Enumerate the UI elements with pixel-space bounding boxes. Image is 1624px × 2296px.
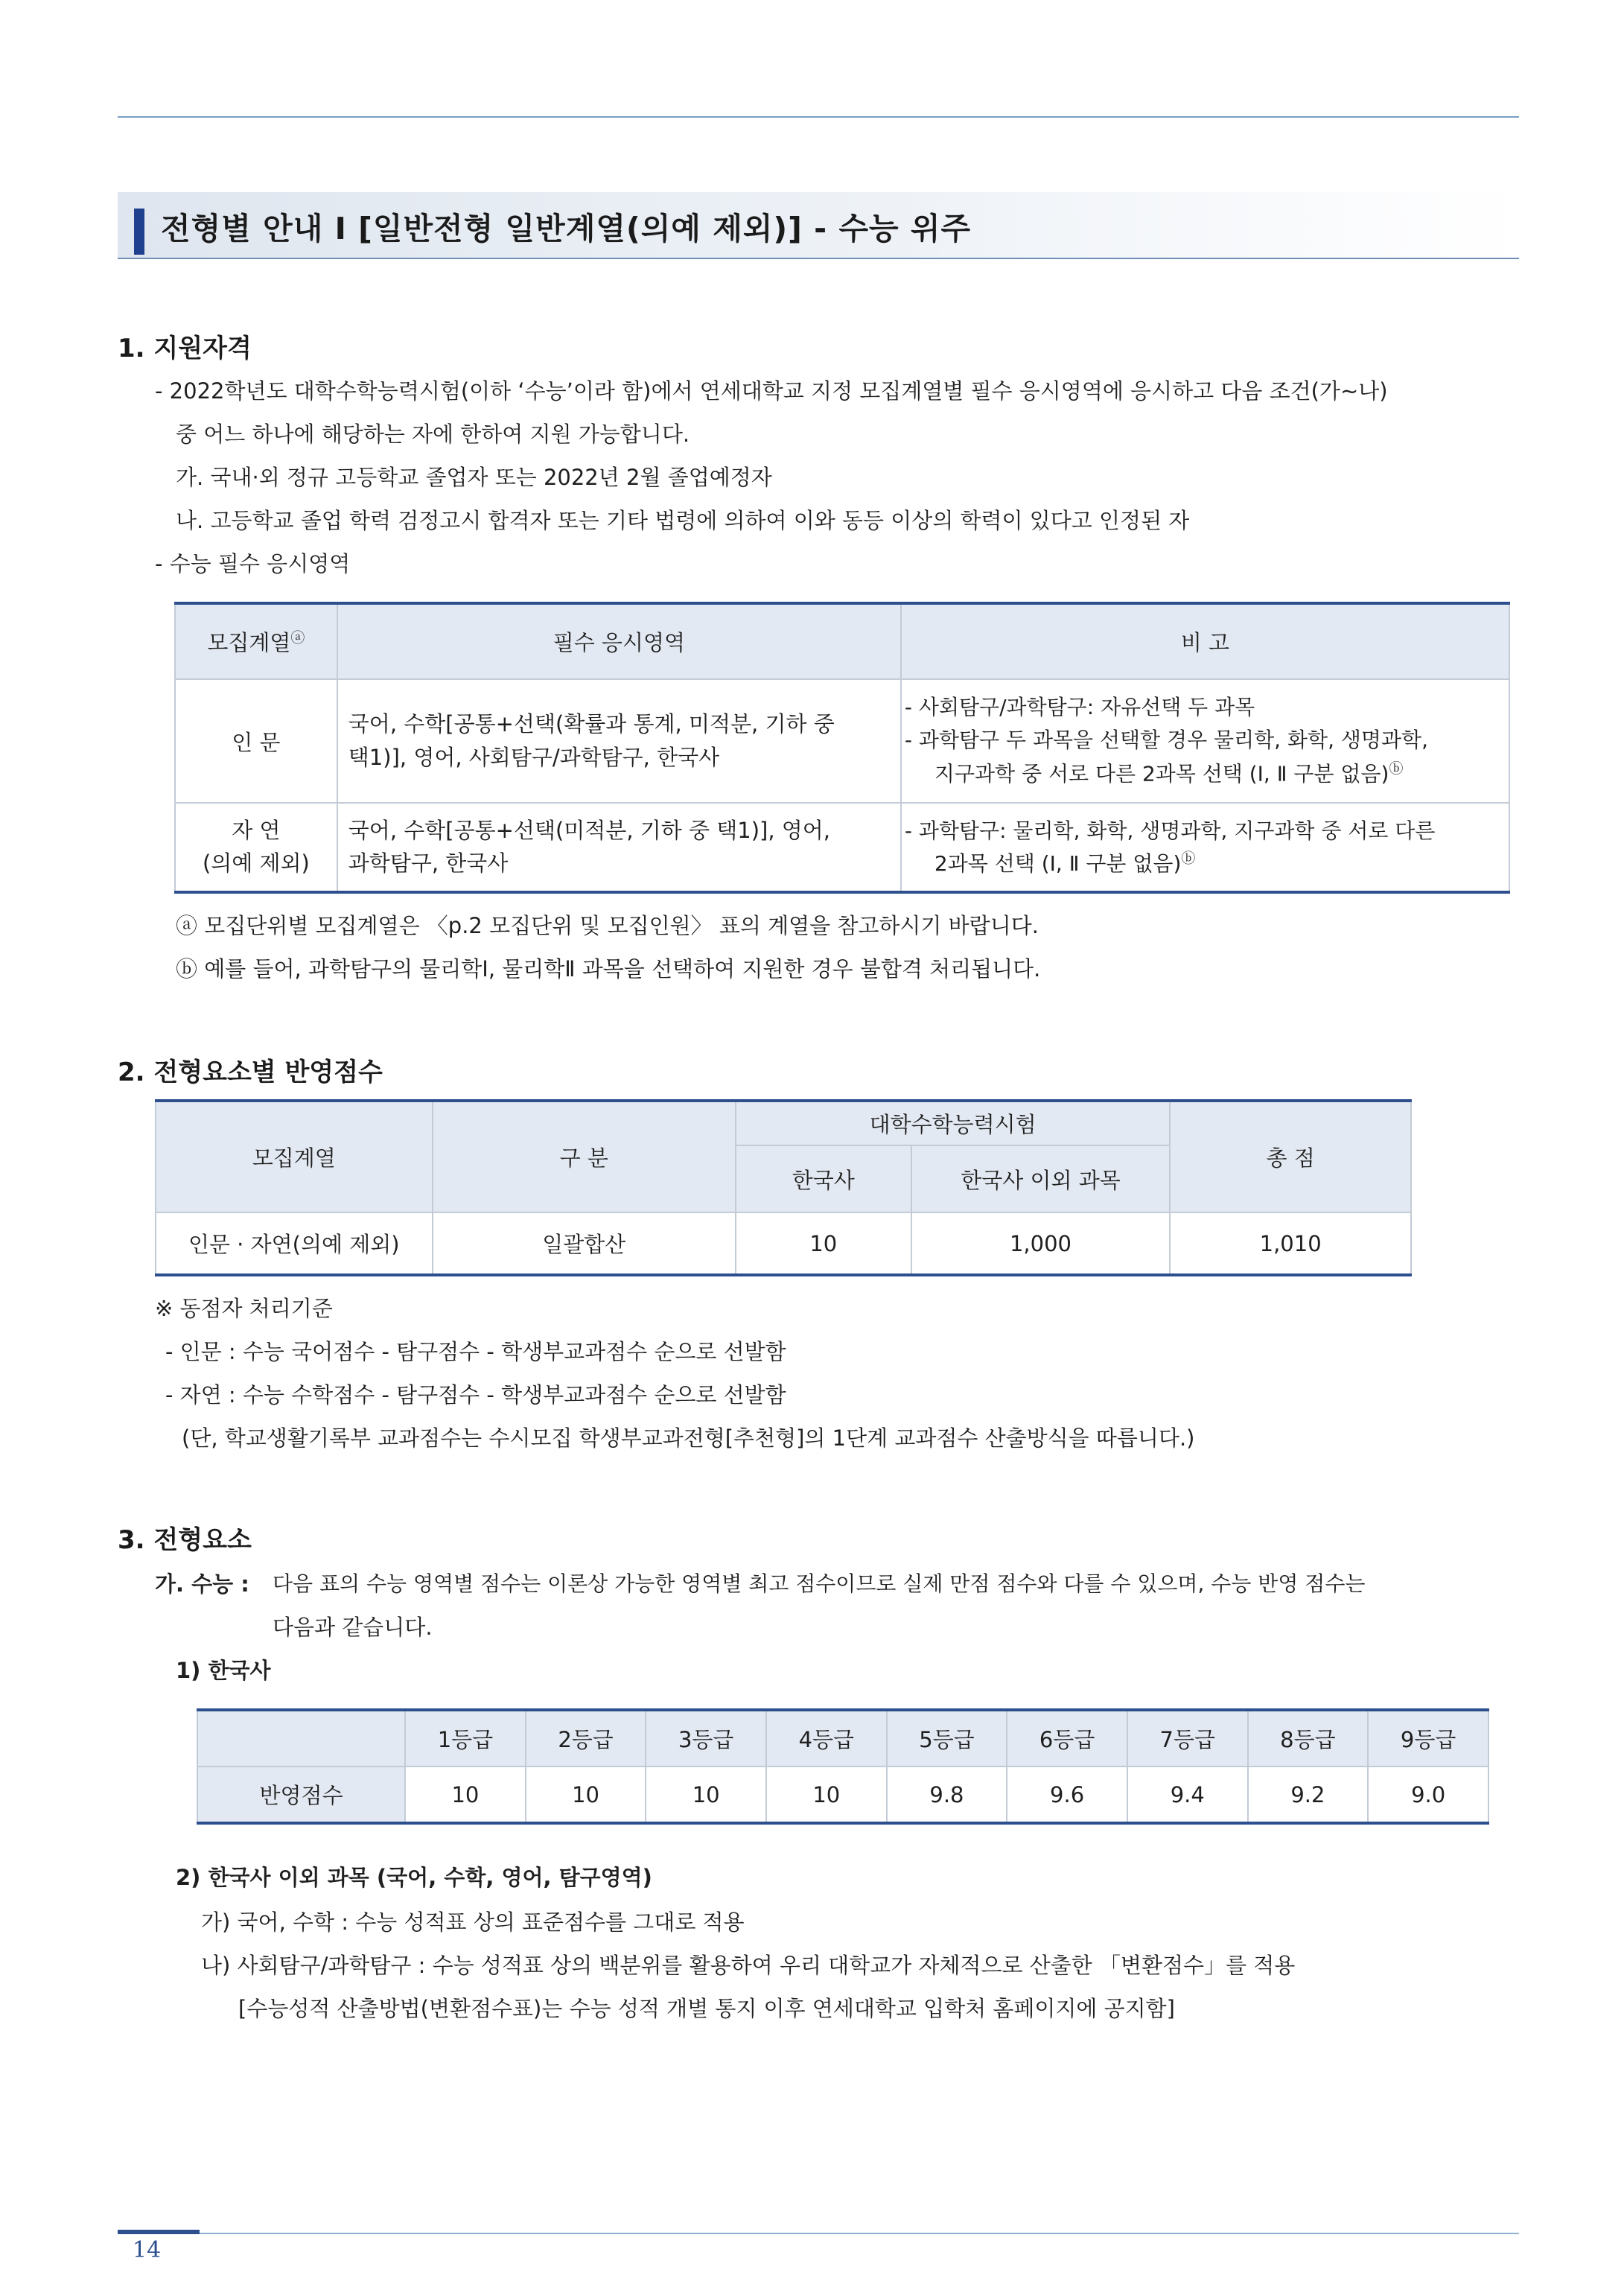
grade-head-blank xyxy=(197,1710,405,1766)
score-grade-2: 10 xyxy=(526,1766,646,1823)
required-subjects-table xyxy=(174,602,1510,894)
s3-item-na-note: [수능성적 산출방법(변환점수표)는 수능 성적 개별 통지 이후 연세대학교 입학처 홈페이지에 공지함] xyxy=(238,1996,1175,2021)
s3-ga-text1: 다음 표의 수능 영역별 점수는 이론상 가능한 영역별 최고 점수이므로 실제 만점 점수와 다를 수 있으며, 수능 반영 점수는 xyxy=(273,1571,1366,1596)
score-grade-7: 9.4 xyxy=(1127,1766,1248,1823)
s3-item-ga: 가) 국어, 수학 : 수능 성적표 상의 표준점수를 그대로 적용 xyxy=(201,1909,745,1935)
grade-head-2: 2등급 xyxy=(526,1710,646,1766)
tie-natural: - 자연 : 수능 수학점수 - 탐구점수 - 학생부교과점수 순으로 선발함 xyxy=(165,1382,786,1408)
table-row xyxy=(175,679,1509,803)
row-label-score: 반영점수 xyxy=(197,1766,405,1823)
col-head-korean-history: 한국사 xyxy=(736,1145,911,1212)
table-header-row xyxy=(175,603,1509,679)
grade-head-4: 4등급 xyxy=(766,1710,887,1766)
note-a-mark: ⓐ xyxy=(290,629,305,646)
cell-other-subjects: 1,000 xyxy=(911,1212,1171,1275)
page-number: 14 xyxy=(133,2237,162,2263)
score-grade-9: 9.0 xyxy=(1368,1766,1488,1823)
s1-item-na: 나. 고등학교 졸업 학력 검정고시 합격자 또는 기타 법령에 의하여 이와 동등 이상의 학력이 있다고 인정된 자 xyxy=(176,508,1190,533)
cell-line: 지구과학 중 서로 다른 2과목 선택 (Ⅰ, Ⅱ 구분 없음)ⓑ xyxy=(934,760,1404,786)
tie-note: (단, 학교생활기록부 교과점수는 수시모집 학생부교과전형[추천형]의 1단계 교과점수 산출방식을 따릅니다.) xyxy=(182,1425,1195,1451)
cell-line: 국어, 수학[공통+선택(미적분, 기하 중 택1)], 영어, xyxy=(348,818,831,843)
note-b-mark: ⓑ xyxy=(1389,760,1404,777)
row-humanities-subjects xyxy=(337,679,901,803)
score-grade-8: 9.2 xyxy=(1248,1766,1369,1823)
col-head-total: 총 점 xyxy=(1170,1101,1411,1212)
row-humanities-label: 인 문 xyxy=(175,679,337,803)
cell-type: 일괄합산 xyxy=(433,1212,736,1275)
cell-line: 자 연 xyxy=(232,818,281,843)
cell-korean-history: 10 xyxy=(736,1212,911,1275)
cell-total: 1,010 xyxy=(1170,1212,1411,1275)
col-head-required: 필수 응시영역 xyxy=(337,603,901,679)
col-head-remarks: 비 고 xyxy=(901,603,1509,679)
s3-ga-text2: 다음과 같습니다. xyxy=(273,1615,433,1640)
cell-line: - 사회탐구/과학탐구: 자유선택 두 과목 xyxy=(904,694,1255,719)
grade-head-9: 9등급 xyxy=(1368,1710,1488,1766)
col-head-type: 구 분 xyxy=(433,1101,736,1212)
cell-line: 과학탐구, 한국사 xyxy=(348,850,509,876)
cell-line: (의예 제외) xyxy=(202,850,310,876)
section-title: 전형별 안내 Ⅰ [일반전형 일반계열(의예 제외)] - 수능 위주 xyxy=(161,211,972,247)
grade-head-6: 6등급 xyxy=(1007,1710,1127,1766)
cell-line: - 과학탐구 두 과목을 선택할 경우 물리학, 화학, 생명과학, xyxy=(904,728,1428,753)
table-header-row xyxy=(156,1101,1411,1145)
score-table xyxy=(155,1099,1412,1276)
score-grade-4: 10 xyxy=(766,1766,887,1823)
s1-line2: 중 어느 하나에 해당하는 자에 한하여 지원 가능합니다. xyxy=(176,422,690,447)
table-row xyxy=(197,1766,1488,1823)
s1-item-ga: 가. 국내·외 정규 고등학교 졸업자 또는 2022년 2월 졸업예정자 xyxy=(176,465,772,490)
table-row xyxy=(156,1212,1411,1275)
grade-head-8: 8등급 xyxy=(1248,1710,1369,1766)
s1-heading: 1. 지원자격 xyxy=(118,334,252,363)
score-grade-6: 9.6 xyxy=(1007,1766,1127,1823)
s3-sub1: 1) 한국사 xyxy=(176,1658,271,1683)
footer-marker xyxy=(118,2230,200,2234)
col-head-track: 모집계열 xyxy=(156,1101,433,1212)
korean-history-grade-table xyxy=(197,1708,1489,1825)
s2-heading: 2. 전형요소별 반영점수 xyxy=(118,1058,383,1087)
cell-line: - 과학탐구: 물리학, 화학, 생명과학, 지구과학 중 서로 다른 xyxy=(904,818,1436,844)
footer-rule xyxy=(118,2233,1519,2234)
row-natural-remarks xyxy=(901,803,1509,892)
col-head-track: 모집계열ⓐ xyxy=(175,603,337,679)
top-rule xyxy=(118,116,1519,118)
tie-humanities: - 인문 : 수능 국어점수 - 탐구점수 - 학생부교과점수 순으로 선발함 xyxy=(165,1339,786,1364)
note-a: ⓐ 모집단위별 모집계열은 〈p.2 모집단위 및 모집인원〉 표의 계열을 참고하시기 바랍니다. xyxy=(176,913,1039,938)
col-head-other-subjects: 한국사 이외 과목 xyxy=(911,1145,1171,1212)
cell-line: 2과목 선택 (Ⅰ, Ⅱ 구분 없음)ⓑ xyxy=(934,850,1196,876)
grade-head-1: 1등급 xyxy=(405,1710,526,1766)
table-row xyxy=(175,803,1509,892)
tie-title: ※ 동점자 처리기준 xyxy=(155,1296,333,1321)
score-grade-1: 10 xyxy=(405,1766,526,1823)
section-title-bar xyxy=(118,192,1519,259)
grade-head-3: 3등급 xyxy=(646,1710,766,1766)
note-b: ⓑ 예를 들어, 과학탐구의 물리학Ⅰ, 물리학Ⅱ 과목을 선택하여 지원한 경우 불합격 처리됩니다. xyxy=(176,956,1041,982)
row-humanities-remarks xyxy=(901,679,1509,803)
s3-ga-label: 가. 수능 : xyxy=(155,1571,249,1597)
cell-line: 택1)], 영어, 사회탐구/과학탐구, 한국사 xyxy=(348,745,720,770)
s3-item-na: 나) 사회탐구/과학탐구 : 수능 성적표 상의 백분위를 활용하여 우리 대학교가 자체적으로 산출한 「변환점수」를 적용 xyxy=(201,1953,1296,1978)
s3-heading: 3. 전형요소 xyxy=(118,1525,252,1555)
grade-head-7: 7등급 xyxy=(1127,1710,1248,1766)
grade-head-5: 5등급 xyxy=(887,1710,1007,1766)
s3-sub2: 2) 한국사 이외 과목 (국어, 수학, 영어, 탐구영역) xyxy=(176,1865,652,1890)
score-grade-5: 9.8 xyxy=(887,1766,1007,1823)
row-natural-label xyxy=(175,803,337,892)
score-grade-3: 10 xyxy=(646,1766,766,1823)
cell-line: 국어, 수학[공통+선택(확률과 통계, 미적분, 기하 중 xyxy=(348,711,835,737)
s1-line1: - 2022학년도 대학수학능력시험(이하 ‘수능’이라 함)에서 연세대학교 지정 모집계열별 필수 응시영역에 응시하고 다음 조건(가~나) xyxy=(155,378,1388,404)
col-head-csat: 대학수학능력시험 xyxy=(736,1101,1170,1145)
note-b-mark: ⓑ xyxy=(1181,850,1196,867)
table-header-row xyxy=(197,1710,1488,1766)
section-marker xyxy=(134,209,144,255)
s1-sub: - 수능 필수 응시영역 xyxy=(155,551,351,576)
cell-track: 인문 · 자연(의예 제외) xyxy=(156,1212,433,1275)
row-natural-subjects xyxy=(337,803,901,892)
